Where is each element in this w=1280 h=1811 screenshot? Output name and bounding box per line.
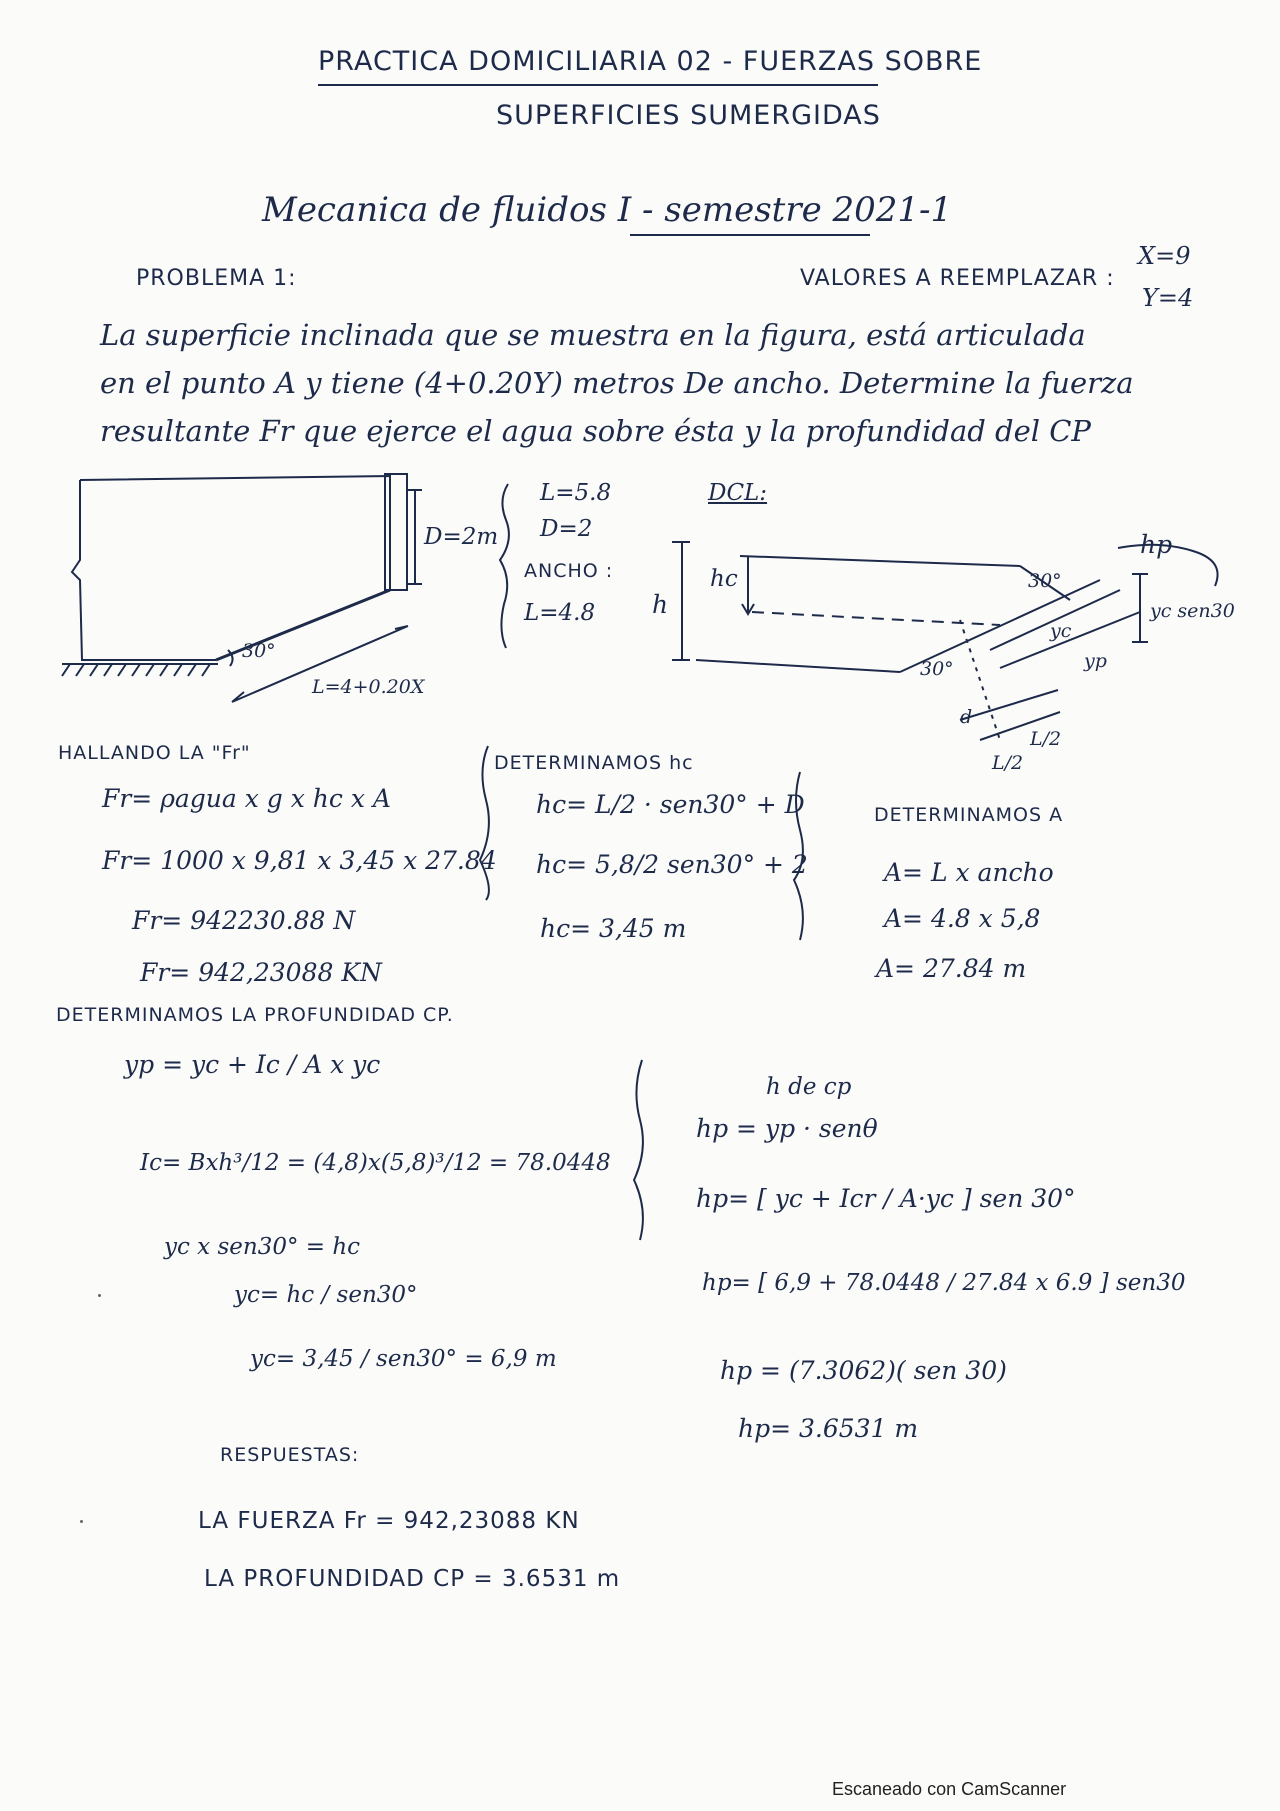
hc-heading: DETERMINAMOS hc [494,752,694,774]
dcl-angle-top: 30° [1028,570,1062,592]
cp-heading: DETERMINAMOS LA PROFUNDIDAD CP. [56,1004,454,1026]
dcl-surface-top [740,556,1020,566]
hc-line2: hc= 5,8/2 sen30° + 2 [536,850,808,879]
answer-force: LA FUERZA Fr = 942,23088 KN [198,1508,580,1534]
fr-line4: Fr= 942,23088 KN [140,958,382,987]
statement-line1: La superficie inclinada que se muestra en la figura, está articulada [100,318,1086,352]
page-title-line2: SUPERFICIES SUMERGIDAS [496,100,881,131]
gate-wall [385,474,407,590]
cp-line2: Ic= Bxh³/12 = (4,8)x(5,8)³/12 = 78.0448 [140,1150,611,1176]
hp-line1: hp = yp · senθ [696,1114,878,1143]
page-title-line1: PRACTICA DOMICILIARIA 02 - FUERZAS SOBRE [318,46,983,77]
fr-line2: Fr= 1000 x 9,81 x 3,45 x 27.84 [102,846,497,875]
scanner-watermark: Escaneado con CamScanner [832,1779,1067,1799]
dcl-hc-label: hc [710,566,738,592]
brace-4 [634,1060,643,1240]
x-value: X=9 [1138,242,1191,270]
dcl-l2a-label: L/2 [1030,728,1062,750]
ground-hatch [62,664,218,676]
given-ancho-label: ANCHO : [524,560,614,582]
given-ancho-value: L=4.8 [524,600,596,626]
hp-line5: hp= 3.6531 m [738,1414,919,1443]
brace-1 [500,484,509,648]
values-label: VALORES A REEMPLAZAR : [800,266,1115,291]
dcl-h-label: h [652,590,669,619]
tank-outline [72,476,390,660]
dcl-yp-label: yp [1084,650,1107,672]
dcl-l2b-label: L/2 [992,752,1024,774]
dcl-hc-arrow [742,556,754,614]
d-dimension [408,490,422,584]
dcl-dashed [752,612,1000,625]
dcl-ycsen-bracket [1132,574,1148,642]
cp-line5: yc= 3,45 / sen30° = 6,9 m [250,1346,557,1372]
dcl-surface-bottom [696,660,900,672]
hp-heading: h de cp [766,1074,852,1100]
scan-speck [98,1294,101,1297]
answers-heading: RESPUESTAS: [220,1444,360,1466]
hp-line3: hp= [ 6,9 + 78.0448 / 27.84 x 6.9 ] sen30 [702,1270,1186,1296]
figure-angle-label: 30° [242,640,276,662]
cp-line3: yc x sen30° = hc [164,1234,361,1260]
cp-line4: yc= hc / sen30° [234,1282,418,1308]
course-subtitle: Mecanica de fluidos I - semestre 2021-1 [262,190,953,230]
dcl-angle-bottom: 30° [920,658,954,680]
dcl-incline [900,566,1100,672]
dcl-hp-label: hp [1140,530,1173,559]
figure-d-label: D=2m [424,524,499,550]
fr-line1: Fr= ρagua x g x hc x A [102,784,391,813]
fr-heading: HALLANDO LA "Fr" [58,742,251,764]
hc-line1: hc= L/2 · sen30° + D [536,790,805,819]
problem-label: PROBLEMA 1: [136,266,297,291]
dcl-yc-label: yc [1050,620,1072,642]
hp-line2: hp= [ yc + Icr / A·yc ] sen 30° [696,1184,1076,1213]
fr-line3: Fr= 942230.88 N [132,906,356,935]
a-line2: A= 4.8 x 5,8 [884,904,1041,933]
statement-line3: resultante Fr que ejerce el agua sobre ésta y la profundidad del CP [100,414,1091,448]
answer-depth: LA PROFUNDIDAD CP = 3.6531 m [204,1566,621,1592]
a-line1: A= L x ancho [884,858,1054,887]
y-value: Y=4 [1142,284,1194,312]
a-line3: A= 27.84 m [876,954,1027,983]
cp-line1: yp = yc + Ic / A x yc [124,1050,381,1079]
statement-line2: en el punto A y tiene (4+0.20Y) metros De ancho. Determine la fuerza [100,366,1134,400]
hc-line3: hc= 3,45 m [540,914,687,943]
hp-line4: hp = (7.3062)( sen 30) [720,1356,1007,1385]
dcl-label: DCL: [708,480,768,506]
scan-speck [80,1520,83,1523]
brace-2 [480,746,489,900]
dcl-h-bracket [672,542,690,660]
a-heading: DETERMINAMOS A [874,804,1064,826]
given-l: L=5.8 [540,480,612,506]
figure-length-label: L=4+0.20X [312,676,425,698]
given-d: D=2 [540,516,593,542]
dcl-ycsen-label: yc sen30 [1150,600,1235,622]
dcl-d-label: d [960,706,973,728]
